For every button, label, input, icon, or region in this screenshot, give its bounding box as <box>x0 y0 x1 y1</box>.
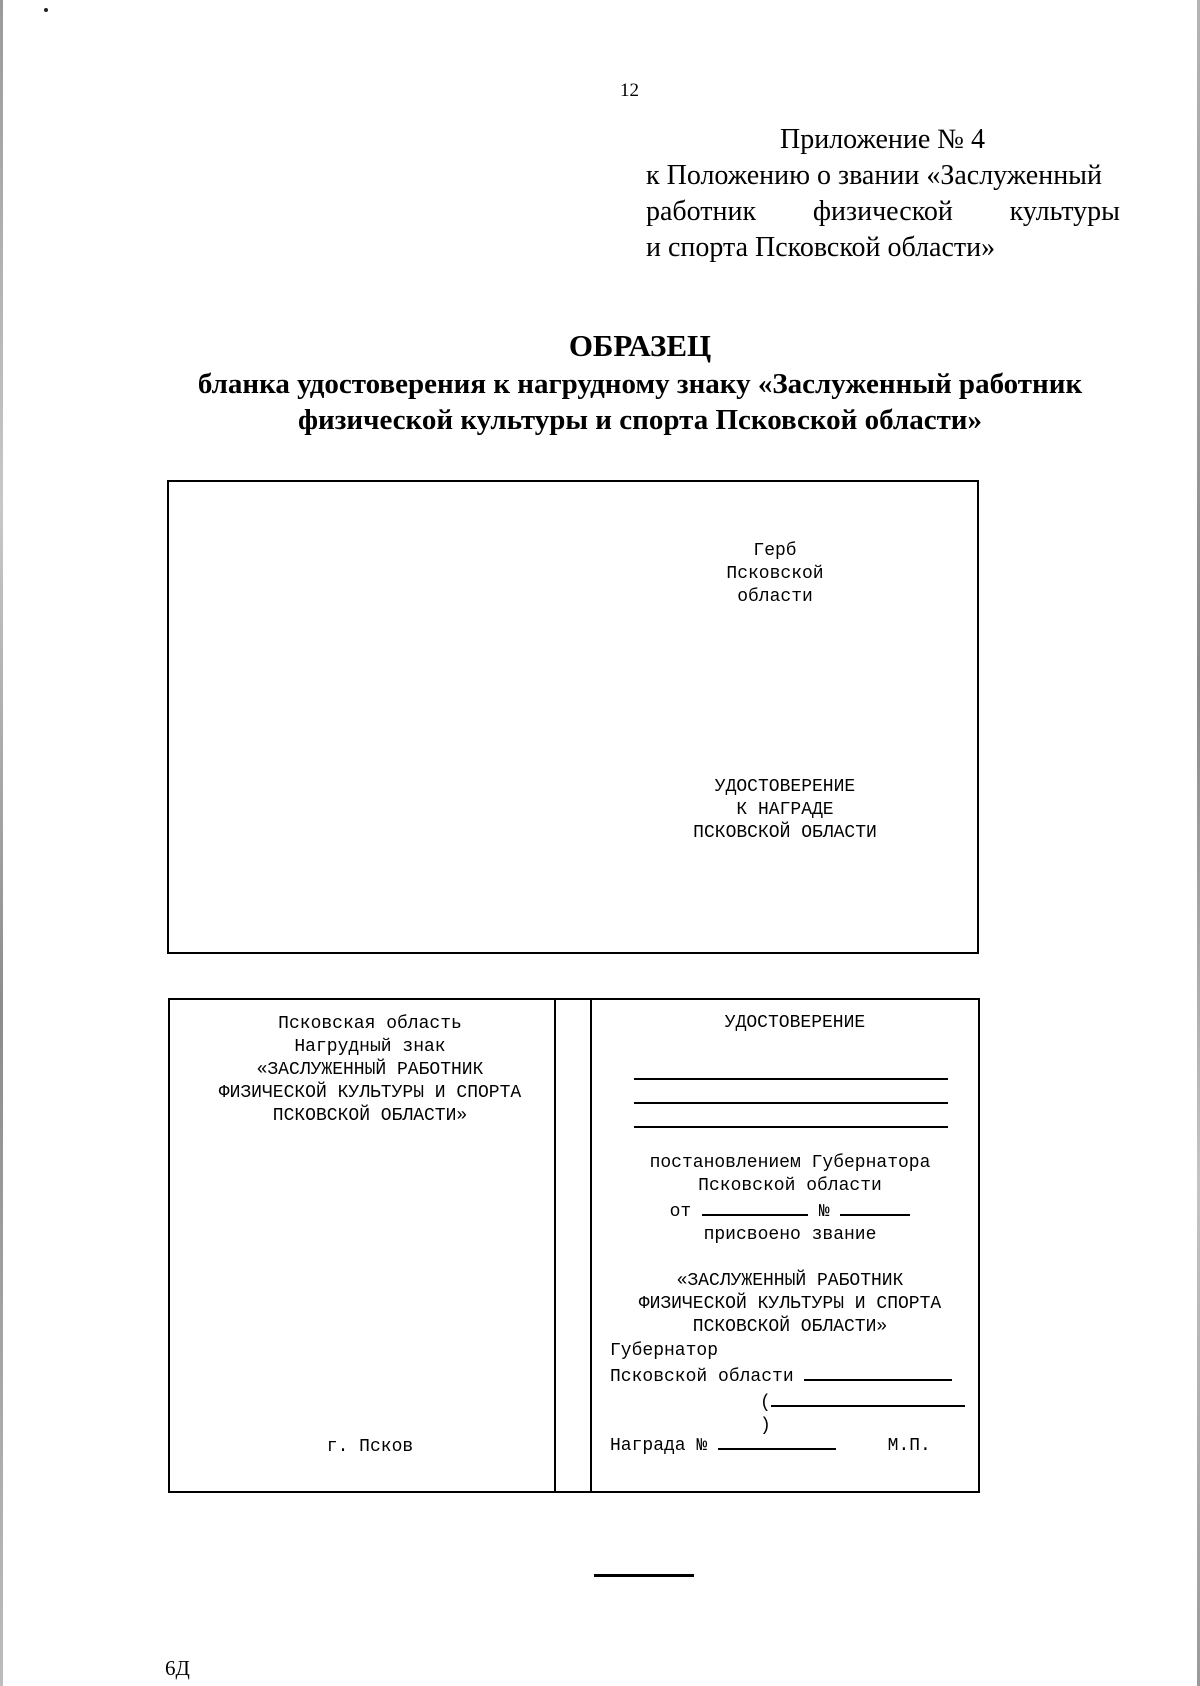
heading-sub-2: физической культуры и спорта Псковской области» <box>297 404 983 436</box>
paren-open: ( <box>760 1393 771 1413</box>
coat-of-arms-placeholder <box>710 540 840 609</box>
inner-left-text <box>190 1013 550 1128</box>
governor-region: Псковской области <box>610 1367 794 1387</box>
assigned-label: присвоено звание <box>703 1225 877 1245</box>
city-label: г. Псков <box>326 1437 414 1457</box>
award-label: Награда № <box>610 1436 708 1456</box>
name-blank-line <box>634 1102 948 1104</box>
scan-edge-left <box>0 0 3 1686</box>
name-blank-line <box>634 1126 948 1128</box>
from-label: от <box>669 1202 692 1222</box>
governor-label: Губернатор <box>610 1341 719 1361</box>
appendix-title: Приложение № 4 <box>780 124 985 155</box>
governor-region-row <box>610 1363 970 1389</box>
number-blank <box>840 1198 910 1216</box>
cover-title-line: ПСКОВСКОЙ ОБЛАСТИ <box>693 823 877 843</box>
honorary-title <box>615 1270 965 1339</box>
award-number-row <box>610 1432 970 1458</box>
emblem-line: Псковской <box>726 564 824 584</box>
decree-line: Псковской области <box>698 1176 882 1196</box>
appendix-word: физической <box>812 196 953 227</box>
cover-title-line: К НАГРАДЕ <box>736 800 834 820</box>
signature-name-blank <box>771 1389 965 1407</box>
paren-close: ) <box>760 1416 771 1436</box>
inner-left-line: ФИЗИЧЕСКОЙ КУЛЬТУРЫ И СПОРТА <box>218 1083 522 1103</box>
date-blank <box>702 1198 808 1216</box>
honorary-title-line: ФИЗИЧЕСКОЙ КУЛЬТУРЫ И СПОРТА <box>638 1294 942 1314</box>
inner-left-line: Псковская область <box>278 1014 462 1034</box>
footer-code: 6Д <box>165 1656 190 1680</box>
inner-left-line: ПСКОВСКОЙ ОБЛАСТИ» <box>272 1106 468 1126</box>
bottom-separator <box>594 1574 694 1577</box>
honorary-title-line: «ЗАСЛУЖЕННЫЙ РАБОТНИК <box>676 1271 904 1291</box>
seal-label: М.П. <box>887 1436 931 1456</box>
signature-name-row <box>610 1389 970 1438</box>
decree-line: постановлением Губернатора <box>649 1153 931 1173</box>
appendix-word: работник <box>646 196 757 227</box>
appendix-line-2 <box>646 194 1120 230</box>
signature-blank <box>804 1363 952 1381</box>
appendix-line-3: и спорта Псковской области» <box>646 232 996 263</box>
appendix-line-1: к Положению о звании «Заслуженный <box>646 160 1102 191</box>
spine-line-right <box>590 998 592 1493</box>
governor-signature-block <box>610 1340 970 1438</box>
number-label: № <box>818 1202 830 1222</box>
cover-title <box>660 776 910 845</box>
decree-date-number-row <box>620 1198 960 1224</box>
inner-left-line: «ЗАСЛУЖЕННЫЙ РАБОТНИК <box>256 1060 484 1080</box>
appendix-word: культуры <box>1009 196 1120 227</box>
cover-title-line: УДОСТОВЕРЕНИЕ <box>714 777 856 797</box>
document-heading <box>150 326 1130 438</box>
decree-block <box>620 1152 960 1247</box>
name-blank-line <box>634 1078 948 1080</box>
certificate-cover <box>167 480 979 954</box>
page-number: 12 <box>620 80 639 101</box>
honorary-title-line: ПСКОВСКОЙ ОБЛАСТИ» <box>692 1317 888 1337</box>
heading-sub-1: бланка удостоверения к нагрудному знаку «Заслуженный работник <box>197 368 1083 400</box>
award-number-blank <box>718 1432 836 1450</box>
scan-speck <box>44 8 48 12</box>
heading-main: ОБРАЗЕЦ <box>568 328 712 363</box>
spine-line-left <box>554 998 556 1493</box>
appendix-block <box>646 122 1120 266</box>
emblem-line: области <box>737 587 813 607</box>
inner-right-heading: УДОСТОВЕРЕНИЕ <box>724 1013 866 1033</box>
inner-left-line: Нагрудный знак <box>294 1037 446 1057</box>
emblem-line: Герб <box>753 541 797 561</box>
